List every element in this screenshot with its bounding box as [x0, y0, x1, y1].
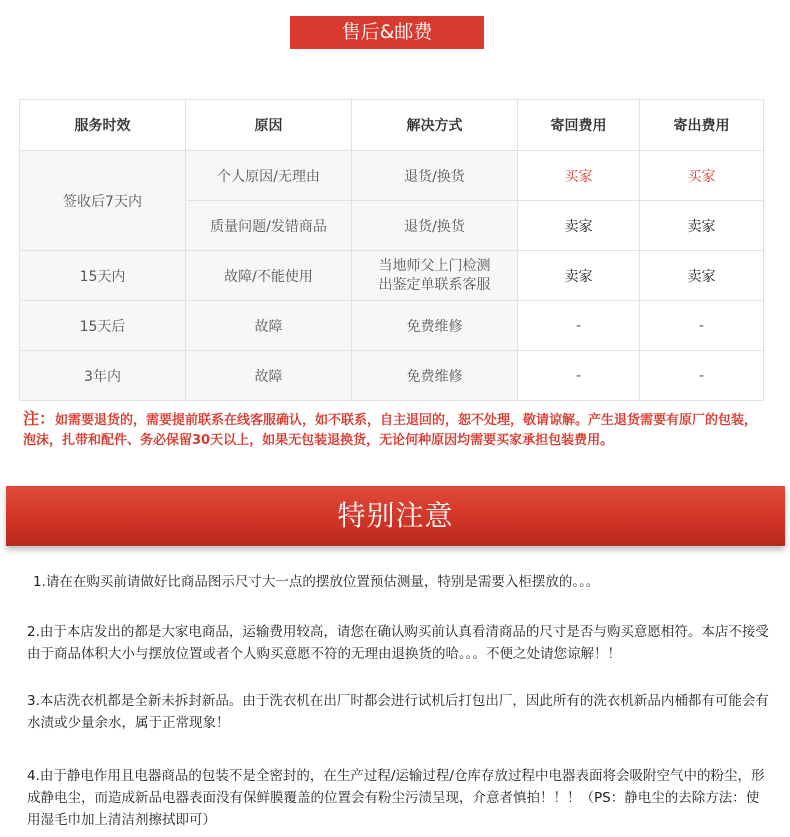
header-return-fee: 寄回费用: [518, 100, 640, 151]
notice-paragraph: 2.由于本店发出的都是大家电商品，运输费用较高，请您在确认购买前认真看清商品的尺寸是否与购买意愿相符。本店不接受由于商品体积大小与摆放位置或者个人购买意愿不符的无理由退换货的哈。。。不便之处请您谅解！！: [27, 624, 769, 662]
solution-cell: 免费维修: [352, 301, 518, 351]
header-send-fee: 寄出费用: [640, 100, 764, 151]
reason-cell: 质量问题/发错商品: [186, 201, 352, 251]
send-fee-cell: -: [640, 351, 764, 401]
table-row: [20, 151, 764, 201]
after-sales-table: [19, 99, 764, 401]
return-fee-cell: 买家: [518, 151, 640, 201]
send-fee-cell: 买家: [640, 151, 764, 201]
send-fee-cell: 卖家: [640, 201, 764, 251]
table-header-row: [20, 100, 764, 151]
return-fee-cell: -: [518, 351, 640, 401]
return-fee-cell: 卖家: [518, 251, 640, 301]
return-notice: [23, 409, 768, 451]
header-period: 服务时效: [20, 100, 186, 151]
return-fee-cell: 卖家: [518, 201, 640, 251]
period-cell: 15天内: [20, 251, 186, 301]
reason-cell: 故障/不能使用: [186, 251, 352, 301]
header-solution: 解决方式: [352, 100, 518, 151]
table-row: [20, 351, 764, 401]
special-notice-bar: [6, 486, 785, 546]
reason-cell: 故障: [186, 301, 352, 351]
send-fee-cell: 卖家: [640, 251, 764, 301]
table-row: [20, 251, 764, 301]
solution-line: 当地师父上门检测: [378, 257, 491, 274]
period-cell: 15天后: [20, 301, 186, 351]
solution-cell: [352, 251, 518, 301]
notice-text: 如需要退货的，需要提前联系在线客服确认，如不联系，自主退回的，恕不处理，敬请谅解。产生退货需要有原厂的包装，泡沫，扎带和配件、务必保留30天以上，如果无包装退换货，无论何种原因均需要买家承担包装费用。: [23, 413, 758, 448]
solution-cell: 退货/换货: [352, 201, 518, 251]
reason-cell: 故障: [186, 351, 352, 401]
solution-line: 出鉴定单联系客服: [378, 276, 491, 293]
header-reason: 原因: [186, 100, 352, 151]
special-notice-title: 特别注意: [337, 499, 454, 532]
period-cell: 签收后7天内: [20, 151, 186, 251]
notice-paragraph: 4.由于静电作用且电器商品的包装不是全密封的，在生产过程/运输过程/仓库存放过程中电器表面将会吸附空气中的粉尘，形成静电尘，而造成新品电器表面没有保鲜膜覆盖的位置会有粉尘污渍呈现，介意者慎拍！！！（PS：静电尘的去除方法：使用湿毛巾加上清洁剂擦拭即可）: [27, 768, 765, 828]
solution-cell: 免费维修: [352, 351, 518, 401]
period-cell: 3年内: [20, 351, 186, 401]
send-fee-cell: -: [640, 301, 764, 351]
reason-cell: 个人原因/无理由: [186, 151, 352, 201]
notice-paragraph: 3.本店洗衣机都是全新未拆封新品。由于洗衣机在出厂时都会进行试机后打包出厂，因此所有的洗衣机新品内桶都有可能会有水渍或少量余水，属于正常现象！: [27, 693, 769, 731]
after-sales-banner: 售后&邮费: [290, 16, 484, 49]
notice-mark: 注：: [23, 409, 56, 428]
solution-cell: 退货/换货: [352, 151, 518, 201]
notice-paragraph: 1.请在在购买前请做好比商品图示尺寸大一点的摆放位置预估测量，特别是需要入柜摆放的。。。: [33, 574, 600, 590]
return-fee-cell: -: [518, 301, 640, 351]
table-row: [20, 301, 764, 351]
